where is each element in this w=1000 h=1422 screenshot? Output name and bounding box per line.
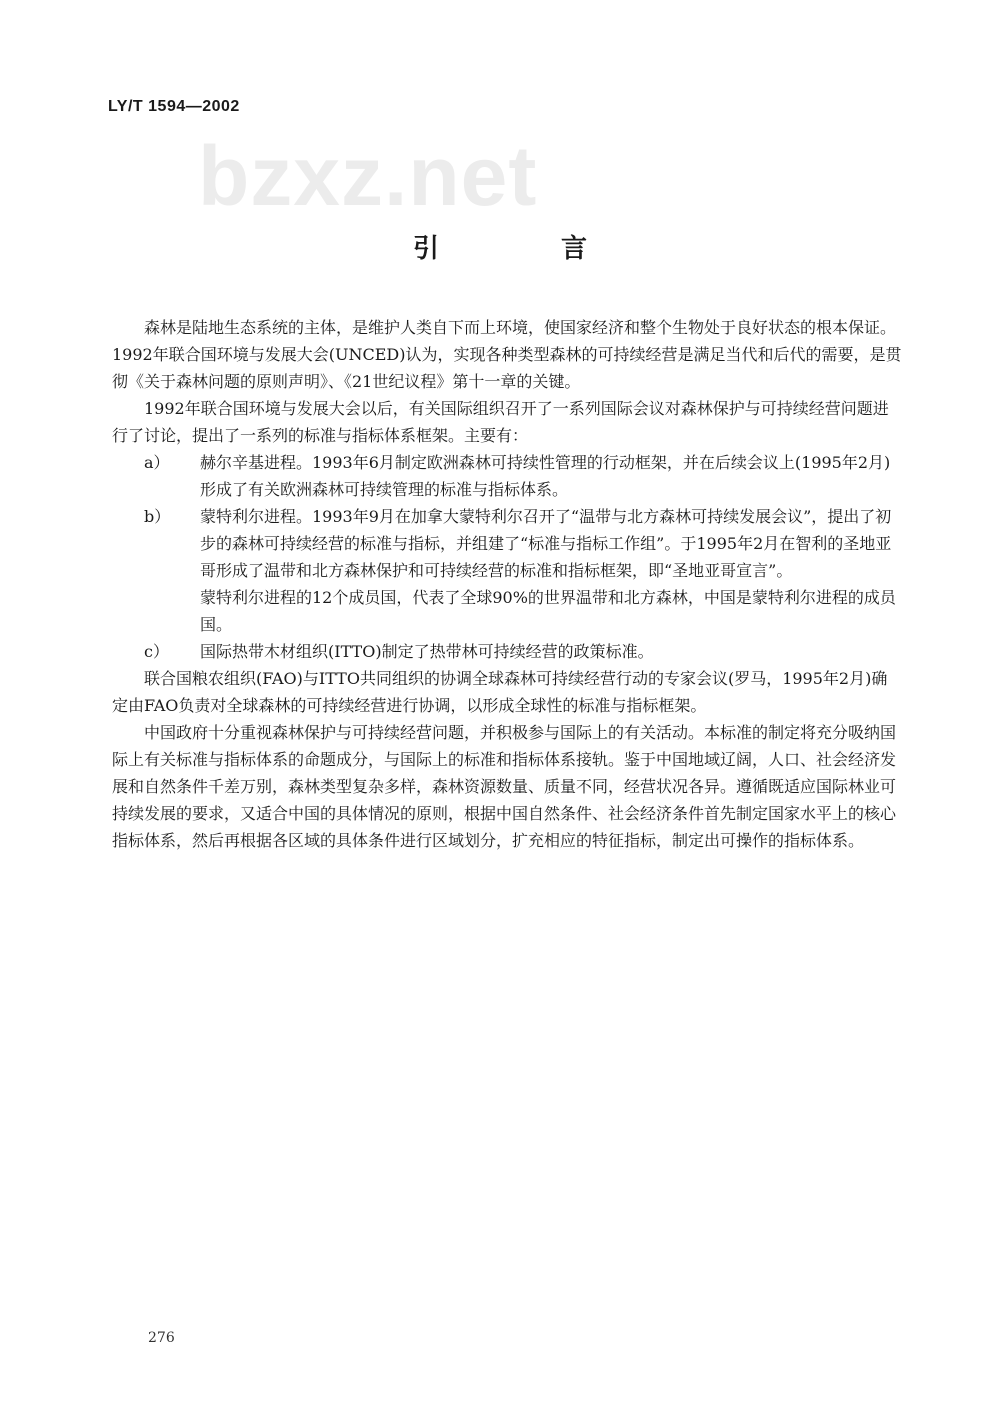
page-number: 276 (148, 1330, 175, 1346)
paragraph-1: 森林是陆地生态系统的主体，是维护人类自下而上环境，使国家经济和整个生物处于良好状态的根本保证。1992年联合国环境与发展大会(UNCED)认为，实现各种类型森林的可持续经营是满足当代和后代的需要，是贯彻《关于森林问题的原则声明》、《21世纪议程》第十一章的关键。 (112, 318, 902, 391)
paragraph-4: 中国政府十分重视森林保护与可持续经营问题，并积极参与国际上的有关活动。本标准的制定将充分吸纳国际上有关标准与指标体系的命题成分，与国际上的标准和指标体系接轨。鉴于中国地域辽阔，人口、社会经济发展和自然条件千差万别，森林类型复杂多样，森林资源数量、质量不同，经营状况各异。遵循既适应国际林业可持续发展的要求，又适合中国的具体情况的原则，根据中国自然条件、社会经济条件首先制定国家水平上的核心指标体系，然后再根据各区域的具体条件进行区域划分，扩充相应的特征指标，制定出可操作的指标体系。 (112, 723, 897, 850)
paragraph-2: 1992年联合国环境与发展大会以后，有关国际组织召开了一系列国际会议对森林保护与可持续经营问题进行了讨论，提出了一系列的标准与指标体系框架。主要有： (112, 399, 889, 445)
list-item-a (112, 449, 902, 503)
list-item-c (112, 638, 902, 665)
watermark-text: bzxz.net (198, 129, 538, 223)
list-item-b (112, 503, 902, 584)
list-item-label: b） (144, 507, 171, 526)
list-item-label: a） (144, 453, 170, 472)
paragraph-3: 联合国粮农组织(FAO)与ITTO共同组织的协调全球森林可持续经营行动的专家会议(罗马，1995年2月)确定由FAO负责对全球森林的可持续经营进行协调，以形成全球性的标准与指标框架。 (112, 669, 888, 715)
list-item-b-subparagraph: 蒙特利尔进程的12个成员国，代表了全球90%的世界温带和北方森林，中国是蒙特利尔进程的成员国。 (200, 588, 896, 634)
list-item-text: 蒙特利尔进程。1993年9月在加拿大蒙特利尔召开了“温带与北方森林可持续发展会议”，提出了初步的森林可持续经营的标准与指标，并组建了“标准与指标工作组”。于1995年2月在智利的圣地亚哥形成了温带和北方森林保护和可持续经营的标准和指标框架，即“圣地亚哥宣言”。 (200, 507, 892, 580)
list-item-text: 国际热带木材组织(ITTO)制定了热带林可持续经营的政策标准。 (200, 642, 654, 661)
list-item-text: 赫尔辛基进程。1993年6月制定欧洲森林可持续性管理的行动框架，并在后续会议上(1995年2月)形成了有关欧洲森林可持续管理的标准与指标体系。 (200, 453, 891, 499)
document-body (112, 314, 902, 854)
standard-code: LY/T 1594—2002 (108, 98, 240, 115)
section-title: 引 言 (412, 234, 635, 264)
list-item-label: c） (144, 642, 169, 661)
